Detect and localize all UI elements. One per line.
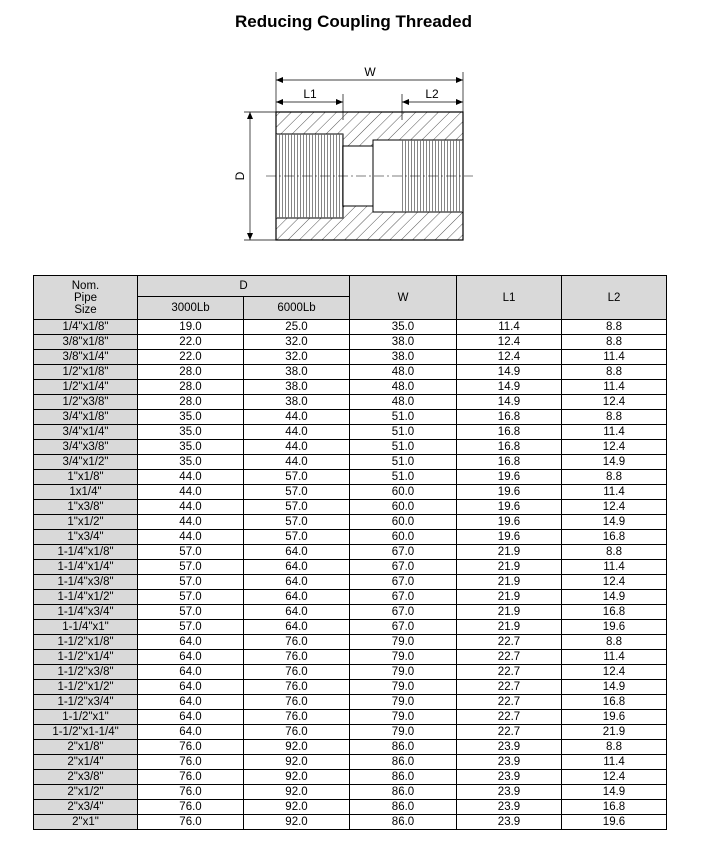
cell-w: 60.0 xyxy=(350,515,457,530)
cell-size: 3/4"x1/8" xyxy=(34,410,138,425)
cell-l2: 12.4 xyxy=(562,665,667,680)
cell-d6000: 32.0 xyxy=(244,350,350,365)
cell-size: 1"x3/8" xyxy=(34,500,138,515)
cell-d3000: 57.0 xyxy=(138,560,244,575)
header-d-3000lb: 3000Lb xyxy=(138,297,244,320)
cell-d6000: 92.0 xyxy=(244,755,350,770)
cell-size: 2"x1/2" xyxy=(34,785,138,800)
table-row xyxy=(34,380,667,395)
cell-l2: 8.8 xyxy=(562,470,667,485)
cell-w: 79.0 xyxy=(350,665,457,680)
cell-l2: 11.4 xyxy=(562,380,667,395)
cell-l2: 8.8 xyxy=(562,740,667,755)
cell-l1: 21.9 xyxy=(457,575,562,590)
cell-l1: 22.7 xyxy=(457,695,562,710)
w-label: W xyxy=(364,65,376,79)
cell-l1: 16.8 xyxy=(457,425,562,440)
cell-l1: 11.4 xyxy=(457,320,562,335)
cell-d6000: 44.0 xyxy=(244,410,350,425)
table-row xyxy=(34,725,667,740)
cell-l2: 11.4 xyxy=(562,425,667,440)
cell-d3000: 19.0 xyxy=(138,320,244,335)
cell-d3000: 64.0 xyxy=(138,695,244,710)
cell-size: 1-1/2"x1-1/4" xyxy=(34,725,138,740)
cell-size: 1-1/2"x3/8" xyxy=(34,665,138,680)
cell-l1: 19.6 xyxy=(457,530,562,545)
cell-w: 35.0 xyxy=(350,320,457,335)
cell-size: 1-1/4"x1/4" xyxy=(34,560,138,575)
table-row xyxy=(34,320,667,335)
cell-d6000: 92.0 xyxy=(244,770,350,785)
cell-l1: 21.9 xyxy=(457,590,562,605)
cell-w: 86.0 xyxy=(350,815,457,830)
cell-l2: 12.4 xyxy=(562,395,667,410)
cell-d3000: 57.0 xyxy=(138,590,244,605)
cell-w: 67.0 xyxy=(350,605,457,620)
table-row xyxy=(34,485,667,500)
cell-d3000: 35.0 xyxy=(138,440,244,455)
cell-w: 51.0 xyxy=(350,455,457,470)
cell-d6000: 76.0 xyxy=(244,650,350,665)
cell-size: 1-1/2"x1/8" xyxy=(34,635,138,650)
cell-l2: 14.9 xyxy=(562,515,667,530)
cell-d3000: 76.0 xyxy=(138,785,244,800)
cell-l2: 11.4 xyxy=(562,485,667,500)
cell-d6000: 64.0 xyxy=(244,620,350,635)
cell-l2: 14.9 xyxy=(562,590,667,605)
cell-l2: 11.4 xyxy=(562,350,667,365)
header-d-6000lb: 6000Lb xyxy=(244,297,350,320)
cell-d6000: 76.0 xyxy=(244,710,350,725)
cell-size: 2"x1" xyxy=(34,815,138,830)
cell-d6000: 92.0 xyxy=(244,785,350,800)
cell-d3000: 28.0 xyxy=(138,395,244,410)
cell-l2: 11.4 xyxy=(562,650,667,665)
cell-l1: 22.7 xyxy=(457,635,562,650)
cell-w: 79.0 xyxy=(350,725,457,740)
cell-w: 86.0 xyxy=(350,785,457,800)
cell-l2: 12.4 xyxy=(562,770,667,785)
cell-d3000: 44.0 xyxy=(138,485,244,500)
cell-l2: 14.9 xyxy=(562,680,667,695)
table-row xyxy=(34,455,667,470)
cell-l1: 14.9 xyxy=(457,365,562,380)
cell-d6000: 64.0 xyxy=(244,560,350,575)
cell-d3000: 64.0 xyxy=(138,710,244,725)
cell-d6000: 38.0 xyxy=(244,365,350,380)
cell-d6000: 38.0 xyxy=(244,395,350,410)
cell-size: 3/8"x1/8" xyxy=(34,335,138,350)
table-row xyxy=(34,605,667,620)
cell-w: 60.0 xyxy=(350,500,457,515)
cell-size: 1"x1/8" xyxy=(34,470,138,485)
table-row xyxy=(34,545,667,560)
cell-l1: 19.6 xyxy=(457,515,562,530)
table-row xyxy=(34,695,667,710)
cell-d3000: 28.0 xyxy=(138,365,244,380)
cell-w: 67.0 xyxy=(350,545,457,560)
cell-size: 1-1/4"x1/8" xyxy=(34,545,138,560)
cell-d3000: 44.0 xyxy=(138,530,244,545)
table-row xyxy=(34,590,667,605)
table-row xyxy=(34,575,667,590)
cell-size: 1/2"x1/4" xyxy=(34,380,138,395)
cell-w: 86.0 xyxy=(350,770,457,785)
cell-w: 60.0 xyxy=(350,485,457,500)
cell-l2: 16.8 xyxy=(562,605,667,620)
cell-size: 1/2"x1/8" xyxy=(34,365,138,380)
cell-size: 1"x1/2" xyxy=(34,515,138,530)
cell-d3000: 57.0 xyxy=(138,620,244,635)
cell-l1: 12.4 xyxy=(457,350,562,365)
table-row xyxy=(34,425,667,440)
cell-size: 1-1/2"x1/2" xyxy=(34,680,138,695)
table-row xyxy=(34,710,667,725)
table-row xyxy=(34,680,667,695)
cell-w: 79.0 xyxy=(350,695,457,710)
table-row xyxy=(34,620,667,635)
cell-w: 86.0 xyxy=(350,740,457,755)
cell-size: 1-1/2"x1/4" xyxy=(34,650,138,665)
cell-w: 38.0 xyxy=(350,350,457,365)
l1-label: L1 xyxy=(303,87,317,101)
table-row xyxy=(34,350,667,365)
cell-d3000: 35.0 xyxy=(138,455,244,470)
cell-l2: 19.6 xyxy=(562,620,667,635)
cell-l1: 21.9 xyxy=(457,545,562,560)
cell-l1: 22.7 xyxy=(457,710,562,725)
cell-d6000: 92.0 xyxy=(244,740,350,755)
cell-d3000: 64.0 xyxy=(138,635,244,650)
cell-l2: 8.8 xyxy=(562,365,667,380)
table-row xyxy=(34,440,667,455)
cell-w: 86.0 xyxy=(350,800,457,815)
header-pipe-size xyxy=(34,276,138,320)
cell-w: 79.0 xyxy=(350,680,457,695)
cell-d3000: 28.0 xyxy=(138,380,244,395)
header-pipe-size-line2: Pipe xyxy=(73,291,98,304)
cell-d6000: 57.0 xyxy=(244,515,350,530)
cell-d3000: 57.0 xyxy=(138,575,244,590)
cell-d3000: 64.0 xyxy=(138,725,244,740)
cell-d3000: 35.0 xyxy=(138,425,244,440)
cell-l2: 21.9 xyxy=(562,725,667,740)
header-pipe-size-line1: Nom. xyxy=(71,279,100,292)
header-d: D xyxy=(138,276,350,297)
cell-w: 60.0 xyxy=(350,530,457,545)
table-row xyxy=(34,665,667,680)
header-l1: L1 xyxy=(457,276,562,320)
table-row xyxy=(34,800,667,815)
cell-size: 1/4"x1/8" xyxy=(34,320,138,335)
cell-l1: 21.9 xyxy=(457,605,562,620)
cell-d6000: 92.0 xyxy=(244,800,350,815)
cell-w: 38.0 xyxy=(350,335,457,350)
cell-size: 1x1/4" xyxy=(34,485,138,500)
cell-d6000: 44.0 xyxy=(244,425,350,440)
table-row xyxy=(34,785,667,800)
cell-l1: 19.6 xyxy=(457,485,562,500)
cell-d3000: 64.0 xyxy=(138,680,244,695)
cell-d3000: 76.0 xyxy=(138,740,244,755)
cell-l2: 11.4 xyxy=(562,755,667,770)
cell-size: 1-1/2"x1" xyxy=(34,710,138,725)
cell-d6000: 64.0 xyxy=(244,605,350,620)
cell-l1: 19.6 xyxy=(457,470,562,485)
cell-d3000: 57.0 xyxy=(138,545,244,560)
cell-d6000: 76.0 xyxy=(244,665,350,680)
cell-d3000: 64.0 xyxy=(138,650,244,665)
cell-l2: 8.8 xyxy=(562,545,667,560)
cell-d6000: 64.0 xyxy=(244,545,350,560)
cell-d6000: 76.0 xyxy=(244,680,350,695)
cell-d6000: 38.0 xyxy=(244,380,350,395)
cell-l1: 16.8 xyxy=(457,455,562,470)
cell-size: 1-1/4"x1" xyxy=(34,620,138,635)
cell-d6000: 32.0 xyxy=(244,335,350,350)
cell-d6000: 44.0 xyxy=(244,455,350,470)
cell-size: 1-1/2"x3/4" xyxy=(34,695,138,710)
cell-l1: 22.7 xyxy=(457,650,562,665)
cell-w: 51.0 xyxy=(350,410,457,425)
cell-w: 48.0 xyxy=(350,365,457,380)
cell-size: 2"x1/4" xyxy=(34,755,138,770)
cell-l1: 14.9 xyxy=(457,395,562,410)
cell-l1: 23.9 xyxy=(457,770,562,785)
cell-d3000: 22.0 xyxy=(138,350,244,365)
cell-l2: 12.4 xyxy=(562,440,667,455)
l2-label: L2 xyxy=(425,87,439,101)
cell-l2: 12.4 xyxy=(562,500,667,515)
cell-l1: 12.4 xyxy=(457,335,562,350)
cell-d6000: 57.0 xyxy=(244,500,350,515)
cell-d3000: 76.0 xyxy=(138,770,244,785)
cell-size: 2"x1/8" xyxy=(34,740,138,755)
cell-l2: 19.6 xyxy=(562,815,667,830)
cell-d6000: 76.0 xyxy=(244,695,350,710)
cell-w: 79.0 xyxy=(350,710,457,725)
cell-l1: 14.9 xyxy=(457,380,562,395)
cell-l1: 21.9 xyxy=(457,560,562,575)
cell-d3000: 57.0 xyxy=(138,605,244,620)
cell-size: 1/2"x3/8" xyxy=(34,395,138,410)
cell-d6000: 57.0 xyxy=(244,470,350,485)
cell-w: 79.0 xyxy=(350,650,457,665)
cell-d6000: 57.0 xyxy=(244,485,350,500)
cell-l1: 23.9 xyxy=(457,740,562,755)
cell-size: 1"x3/4" xyxy=(34,530,138,545)
cell-l1: 19.6 xyxy=(457,500,562,515)
header-pipe-size-line3: Size xyxy=(74,303,97,316)
cell-l1: 22.7 xyxy=(457,725,562,740)
cell-w: 79.0 xyxy=(350,635,457,650)
table-row xyxy=(34,740,667,755)
coupling-drawing xyxy=(230,60,480,250)
cell-l1: 23.9 xyxy=(457,800,562,815)
cell-l1: 16.8 xyxy=(457,440,562,455)
cell-l1: 22.7 xyxy=(457,665,562,680)
table-row xyxy=(34,410,667,425)
cell-size: 1-1/4"x3/8" xyxy=(34,575,138,590)
table-row xyxy=(34,770,667,785)
cell-d6000: 92.0 xyxy=(244,815,350,830)
cell-l2: 8.8 xyxy=(562,335,667,350)
cell-d3000: 22.0 xyxy=(138,335,244,350)
cell-d3000: 44.0 xyxy=(138,515,244,530)
cell-d3000: 35.0 xyxy=(138,410,244,425)
cell-d3000: 76.0 xyxy=(138,800,244,815)
cell-w: 48.0 xyxy=(350,395,457,410)
cell-l2: 14.9 xyxy=(562,785,667,800)
table-row xyxy=(34,530,667,545)
table-row xyxy=(34,365,667,380)
cell-w: 86.0 xyxy=(350,755,457,770)
table-row xyxy=(34,635,667,650)
cell-l2: 12.4 xyxy=(562,575,667,590)
cell-l2: 16.8 xyxy=(562,695,667,710)
cell-d3000: 44.0 xyxy=(138,470,244,485)
cell-l2: 8.8 xyxy=(562,410,667,425)
cell-d6000: 57.0 xyxy=(244,530,350,545)
cell-l2: 8.8 xyxy=(562,635,667,650)
cell-d3000: 44.0 xyxy=(138,500,244,515)
cell-w: 51.0 xyxy=(350,470,457,485)
table-row xyxy=(34,815,667,830)
cell-l2: 14.9 xyxy=(562,455,667,470)
table-row xyxy=(34,470,667,485)
header-w: W xyxy=(350,276,457,320)
table-row xyxy=(34,560,667,575)
table-row xyxy=(34,335,667,350)
cell-size: 1-1/4"x1/2" xyxy=(34,590,138,605)
cell-l2: 16.8 xyxy=(562,800,667,815)
cell-d6000: 25.0 xyxy=(244,320,350,335)
cell-d6000: 64.0 xyxy=(244,590,350,605)
table-row xyxy=(34,650,667,665)
cell-size: 3/8"x1/4" xyxy=(34,350,138,365)
cell-l1: 23.9 xyxy=(457,815,562,830)
cell-size: 1-1/4"x3/4" xyxy=(34,605,138,620)
d-label: D xyxy=(233,171,247,181)
table-row xyxy=(34,515,667,530)
cell-w: 67.0 xyxy=(350,575,457,590)
cell-d6000: 64.0 xyxy=(244,575,350,590)
cell-l1: 23.9 xyxy=(457,785,562,800)
cell-d3000: 76.0 xyxy=(138,755,244,770)
cell-w: 67.0 xyxy=(350,560,457,575)
dimensions-table xyxy=(33,275,667,830)
table-row xyxy=(34,755,667,770)
cell-size: 3/4"x1/4" xyxy=(34,425,138,440)
page-title: Reducing Coupling Threaded xyxy=(234,12,473,31)
cell-w: 67.0 xyxy=(350,620,457,635)
cell-w: 48.0 xyxy=(350,380,457,395)
cell-d3000: 64.0 xyxy=(138,665,244,680)
cell-l1: 16.8 xyxy=(457,410,562,425)
cell-l1: 23.9 xyxy=(457,755,562,770)
cell-l2: 16.8 xyxy=(562,530,667,545)
cell-size: 2"x3/4" xyxy=(34,800,138,815)
cell-w: 67.0 xyxy=(350,590,457,605)
table-row xyxy=(34,500,667,515)
cell-w: 51.0 xyxy=(350,425,457,440)
cell-l2: 8.8 xyxy=(562,320,667,335)
cell-w: 51.0 xyxy=(350,440,457,455)
cell-d3000: 76.0 xyxy=(138,815,244,830)
cell-d6000: 44.0 xyxy=(244,440,350,455)
cell-l1: 21.9 xyxy=(457,620,562,635)
cell-size: 3/4"x1/2" xyxy=(34,455,138,470)
cell-l1: 22.7 xyxy=(457,680,562,695)
cell-l2: 11.4 xyxy=(562,560,667,575)
cell-l2: 19.6 xyxy=(562,710,667,725)
cell-d6000: 76.0 xyxy=(244,725,350,740)
table-row xyxy=(34,395,667,410)
cell-d6000: 76.0 xyxy=(244,635,350,650)
cell-size: 3/4"x3/8" xyxy=(34,440,138,455)
header-l2: L2 xyxy=(562,276,667,320)
cell-size: 2"x3/8" xyxy=(34,770,138,785)
